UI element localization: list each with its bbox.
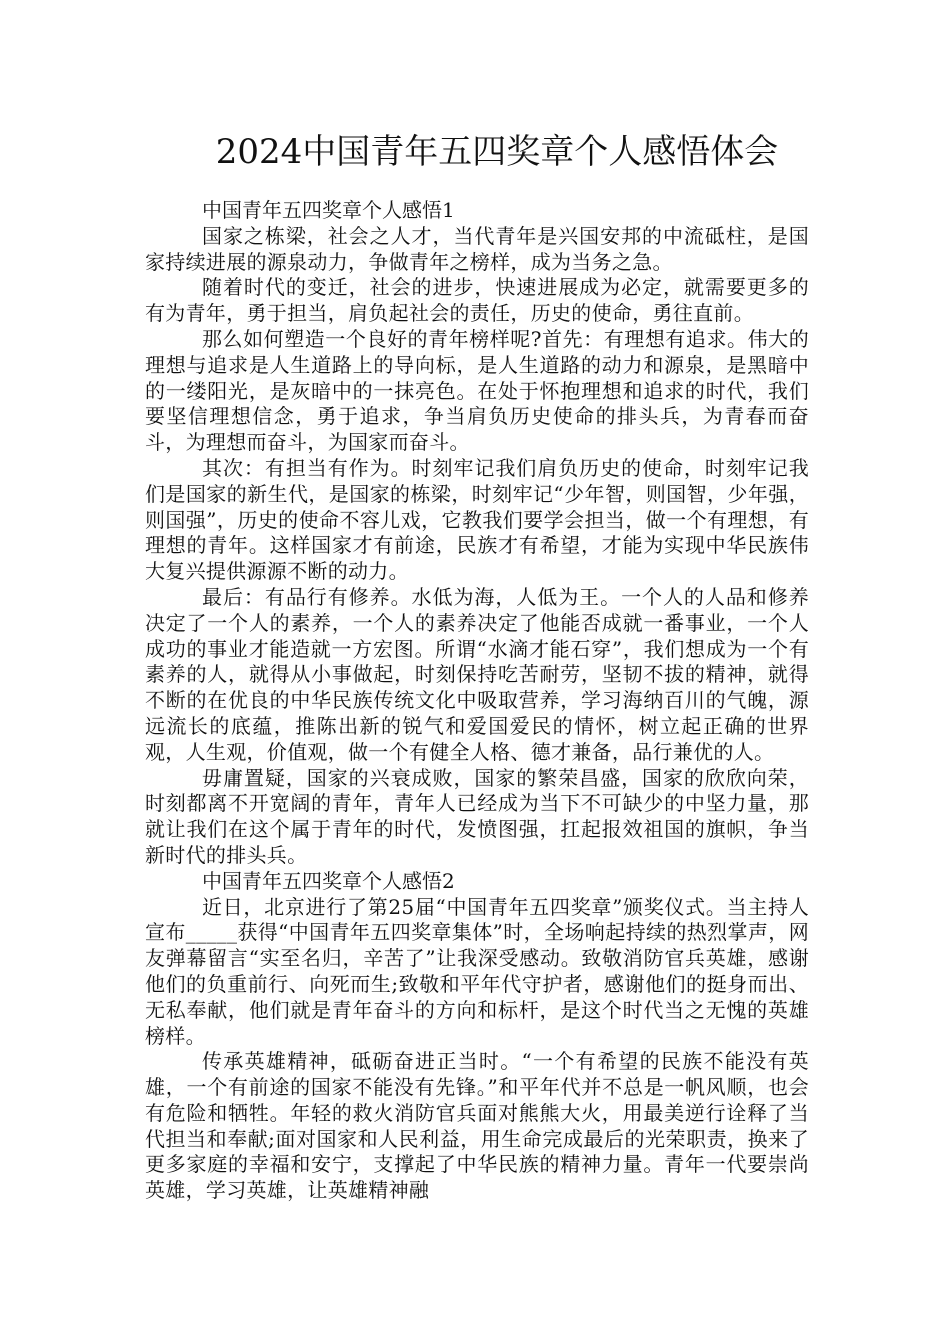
section-heading: 中国青年五四奖章个人感悟2: [202, 868, 455, 893]
paragraph: 随着时代的变迁，社会的进步，快速进展成为必定，就需要更多的有为青年，勇于担当，肩负起社会的责任，历史的使命，勇往直前。: [145, 275, 809, 326]
section-heading: 中国青年五四奖章个人感悟1: [202, 198, 455, 222]
paragraph: 传承英雄精神，砥砺奋进正当时。“一个有希望的民族不能没有英雄，一个有前途的国家不能没有先锋。”和平年代并不总是一帆风顺，也会有危险和牺牲。年轻的救火消防官兵面对熊熊大火，用最美逆行诠释了当代担当和奉献;面对国家和人民利益，用生命完成最后的光荣职责，换来了更多家庭的幸福和安宁，支撑起了中华民族的精神力量。青年一代要崇尚英雄，学习英雄，让英雄精神融: [145, 1049, 809, 1203]
paragraph: 其次：有担当有作为。时刻牢记我们肩负历史的使命，时刻牢记我们是国家的新生代，是国家的栋梁，时刻牢记“少年智，则国智，少年强，则国强”，历史的使命不容儿戏，它教我们要学会担当，做一个有理想，有理想的青年。这样国家才有前途，民族才有希望，才能为实现中华民族伟大复兴提供源源不断的动力。: [145, 455, 809, 584]
section-2: [145, 869, 809, 1204]
paragraph: 近日，北京进行了第25届“中国青年五四奖章”颁奖仪式。当主持人宣布_____获得“中国青年五四奖章集体”时，全场响起持续的热烈掌声，网友弹幕留言“实至名归，辛苦了”让我深受感动。致敬消防官兵英雄，感谢他们的负重前行、向死而生;致敬和平年代守护者，感谢他们的挺身而出、无私奉献，他们就是青年奋斗的方向和标杆，是这个时代当之无愧的英雄榜样。: [145, 894, 809, 1048]
document-page: [145, 120, 809, 1204]
paragraph: 毋庸置疑，国家的兴衰成败，国家的繁荣昌盛，国家的欣欣向荣，时刻都离不开宽阔的青年，青年人已经成为当下不可缺少的中坚力量，那就让我们在这个属于青年的时代，发愤图强，扛起报效祖国的旗帜，争当新时代的排头兵。: [145, 765, 809, 867]
paragraph: 那么如何塑造一个良好的青年榜样呢?首先：有理想有追求。伟大的理想与追求是人生道路上的导向标，是人生道路的动力和源泉，是黑暗中的一缕阳光，是灰暗中的一抹亮色。在处于怀抱理想和追求的时代，我们要坚信理想信念，勇于追求，争当肩负历史使命的排头兵，为青春而奋斗，为理想而奋斗，为国家而奋斗。: [145, 326, 809, 455]
paragraph: 最后：有品行有修养。水低为海，人低为王。一个人的人品和修养决定了一个人的素养，一个人的素养决定了他能否成就一番事业，一个人成功的事业才能造就一方宏图。所谓“水滴才能石穿”，我们想成为一个有素养的人，就得从小事做起，时刻保持吃苦耐劳，坚韧不拔的精神，就得不断的在优良的中华民族传统文化中吸取营养，学习海纳百川的气魄，源远流长的底蕴，推陈出新的锐气和爱国爱民的情怀，树立起正确的世界观，人生观，价值观，做一个有健全人格、德才兼备，品行兼优的人。: [145, 584, 809, 764]
paragraph: 国家之栋梁，社会之人才，当代青年是兴国安邦的中流砥柱，是国家持续进展的源泉动力，争做青年之榜样，成为当务之急。: [145, 223, 809, 274]
section-1: [145, 198, 809, 869]
document-title: 2024中国青年五四奖章个人感悟体会: [215, 132, 779, 172]
document-body: [145, 198, 809, 1204]
